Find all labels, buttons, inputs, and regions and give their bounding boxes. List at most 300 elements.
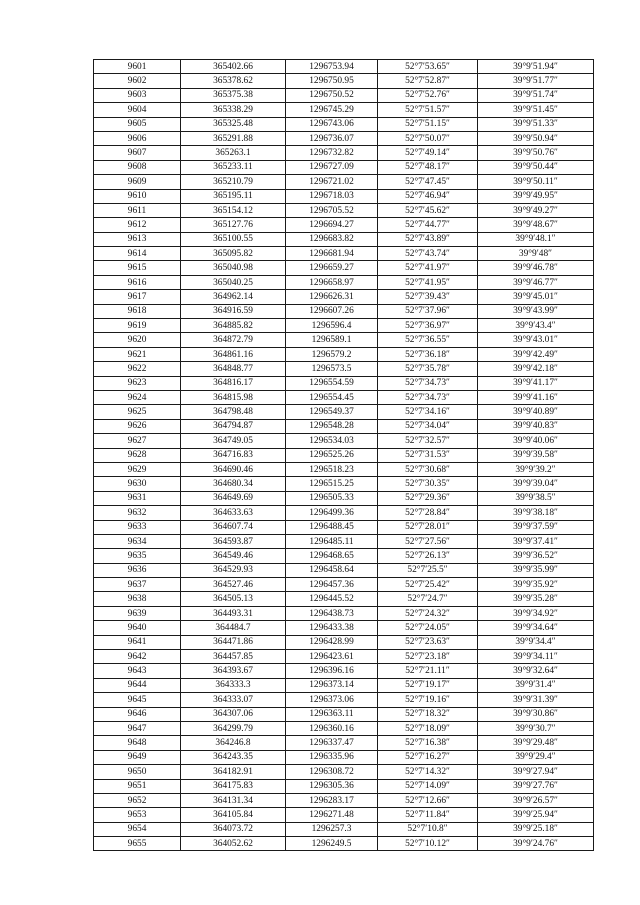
table-row	[94, 506, 594, 520]
point-number-cell: 9615	[94, 261, 181, 275]
y-coordinate-cell: 1296683.82	[286, 232, 378, 246]
latitude-cell: 52°7′14.09″	[378, 779, 478, 793]
x-coordinate-cell: 364052.62	[181, 837, 286, 851]
point-number-cell: 9641	[94, 635, 181, 649]
x-coordinate-cell: 364105.84	[181, 808, 286, 822]
longitude-cell: 39°9′43.01″	[478, 333, 594, 347]
point-number-cell: 9647	[94, 721, 181, 735]
table-row	[94, 88, 594, 102]
latitude-cell: 52°7′19.17″	[378, 678, 478, 692]
x-coordinate-cell: 364798.48	[181, 405, 286, 419]
y-coordinate-cell: 1296705.52	[286, 203, 378, 217]
latitude-cell: 52°7′28.01″	[378, 520, 478, 534]
point-number-cell: 9654	[94, 822, 181, 836]
table-row	[94, 117, 594, 131]
latitude-cell: 52°7′18.09″	[378, 721, 478, 735]
longitude-cell: 39°9′39.2″	[478, 462, 594, 476]
x-coordinate-cell: 364073.72	[181, 822, 286, 836]
table-row	[94, 578, 594, 592]
x-coordinate-cell: 364716.83	[181, 448, 286, 462]
y-coordinate-cell: 1296718.03	[286, 189, 378, 203]
table-row	[94, 160, 594, 174]
x-coordinate-cell: 365375.38	[181, 88, 286, 102]
x-coordinate-cell: 365154.12	[181, 203, 286, 217]
point-number-cell: 9630	[94, 477, 181, 491]
y-coordinate-cell: 1296626.31	[286, 290, 378, 304]
point-number-cell: 9611	[94, 203, 181, 217]
table-row	[94, 448, 594, 462]
y-coordinate-cell: 1296694.27	[286, 218, 378, 232]
latitude-cell: 52°7′23.18″	[378, 650, 478, 664]
y-coordinate-cell: 1296488.45	[286, 520, 378, 534]
latitude-cell: 52°7′27.56″	[378, 534, 478, 548]
longitude-cell: 39°9′45.01″	[478, 290, 594, 304]
y-coordinate-cell: 1296271.48	[286, 808, 378, 822]
longitude-cell: 39°9′40.83″	[478, 419, 594, 433]
y-coordinate-cell: 1296554.59	[286, 376, 378, 390]
x-coordinate-cell: 364872.79	[181, 333, 286, 347]
x-coordinate-cell: 364457.85	[181, 650, 286, 664]
longitude-cell: 39°9′35.99″	[478, 563, 594, 577]
point-number-cell: 9621	[94, 347, 181, 361]
y-coordinate-cell: 1296753.94	[286, 60, 378, 74]
latitude-cell: 52°7′29.36″	[378, 491, 478, 505]
point-number-cell: 9649	[94, 750, 181, 764]
longitude-cell: 39°9′37.41″	[478, 534, 594, 548]
x-coordinate-cell: 365378.62	[181, 74, 286, 88]
point-number-cell: 9644	[94, 678, 181, 692]
table-row	[94, 563, 594, 577]
x-coordinate-cell: 364529.93	[181, 563, 286, 577]
y-coordinate-cell: 1296485.11	[286, 534, 378, 548]
table-row	[94, 534, 594, 548]
longitude-cell: 39°9′37.59″	[478, 520, 594, 534]
y-coordinate-cell: 1296428.99	[286, 635, 378, 649]
latitude-cell: 52°7′52.76″	[378, 88, 478, 102]
x-coordinate-cell: 365263.1	[181, 146, 286, 160]
x-coordinate-cell: 364816.17	[181, 376, 286, 390]
y-coordinate-cell: 1296363.11	[286, 707, 378, 721]
x-coordinate-cell: 364131.34	[181, 793, 286, 807]
point-number-cell: 9645	[94, 693, 181, 707]
y-coordinate-cell: 1296457.36	[286, 578, 378, 592]
point-number-cell: 9635	[94, 549, 181, 563]
point-number-cell: 9639	[94, 606, 181, 620]
table-row	[94, 261, 594, 275]
latitude-cell: 52°7′34.04″	[378, 419, 478, 433]
longitude-cell: 39°9′31.39″	[478, 693, 594, 707]
latitude-cell: 52°7′43.74″	[378, 247, 478, 261]
latitude-cell: 52°7′30.35″	[378, 477, 478, 491]
longitude-cell: 39°9′34.64″	[478, 621, 594, 635]
table-row	[94, 319, 594, 333]
point-number-cell: 9606	[94, 131, 181, 145]
table-row	[94, 779, 594, 793]
point-number-cell: 9633	[94, 520, 181, 534]
point-number-cell: 9607	[94, 146, 181, 160]
table-row	[94, 218, 594, 232]
x-coordinate-cell: 364471.86	[181, 635, 286, 649]
longitude-cell: 39°9′50.44″	[478, 160, 594, 174]
longitude-cell: 39°9′27.94″	[478, 765, 594, 779]
latitude-cell: 52°7′49.14″	[378, 146, 478, 160]
latitude-cell: 52°7′36.97″	[378, 319, 478, 333]
x-coordinate-cell: 365127.76	[181, 218, 286, 232]
point-number-cell: 9640	[94, 621, 181, 635]
x-coordinate-cell: 364649.69	[181, 491, 286, 505]
longitude-cell: 39°9′39.04″	[478, 477, 594, 491]
table-row	[94, 678, 594, 692]
x-coordinate-cell: 364607.74	[181, 520, 286, 534]
table-row	[94, 362, 594, 376]
y-coordinate-cell: 1296305.36	[286, 779, 378, 793]
latitude-cell: 52°7′16.27″	[378, 750, 478, 764]
longitude-cell: 39°9′35.28″	[478, 592, 594, 606]
point-number-cell: 9626	[94, 419, 181, 433]
y-coordinate-cell: 1296745.29	[286, 103, 378, 117]
table-row	[94, 290, 594, 304]
table-row	[94, 103, 594, 117]
y-coordinate-cell: 1296573.5	[286, 362, 378, 376]
table-row	[94, 750, 594, 764]
latitude-cell: 52°7′21.11″	[378, 664, 478, 678]
longitude-cell: 39°9′48″	[478, 247, 594, 261]
x-coordinate-cell: 365338.29	[181, 103, 286, 117]
y-coordinate-cell: 1296505.33	[286, 491, 378, 505]
longitude-cell: 39°9′35.92″	[478, 578, 594, 592]
latitude-cell: 52°7′26.13″	[378, 549, 478, 563]
point-number-cell: 9602	[94, 74, 181, 88]
latitude-cell: 52°7′36.55″	[378, 333, 478, 347]
x-coordinate-cell: 364549.46	[181, 549, 286, 563]
table-row	[94, 808, 594, 822]
table-row	[94, 491, 594, 505]
y-coordinate-cell: 1296549.37	[286, 405, 378, 419]
point-number-cell: 9631	[94, 491, 181, 505]
longitude-cell: 39°9′51.33″	[478, 117, 594, 131]
latitude-cell: 52°7′23.63″	[378, 635, 478, 649]
y-coordinate-cell: 1296308.72	[286, 765, 378, 779]
point-number-cell: 9634	[94, 534, 181, 548]
x-coordinate-cell: 364962.14	[181, 290, 286, 304]
longitude-cell: 39°9′38.5″	[478, 491, 594, 505]
latitude-cell: 52°7′50.07″	[378, 131, 478, 145]
y-coordinate-cell: 1296743.06	[286, 117, 378, 131]
latitude-cell: 52°7′31.53″	[378, 448, 478, 462]
table-row	[94, 275, 594, 289]
x-coordinate-cell: 365291.88	[181, 131, 286, 145]
table-row	[94, 146, 594, 160]
longitude-cell: 39°9′46.78″	[478, 261, 594, 275]
latitude-cell: 52°7′41.97″	[378, 261, 478, 275]
y-coordinate-cell: 1296445.52	[286, 592, 378, 606]
x-coordinate-cell: 364333.07	[181, 693, 286, 707]
y-coordinate-cell: 1296534.03	[286, 434, 378, 448]
table-row	[94, 621, 594, 635]
x-coordinate-cell: 365040.98	[181, 261, 286, 275]
y-coordinate-cell: 1296468.65	[286, 549, 378, 563]
x-coordinate-cell: 364393.67	[181, 664, 286, 678]
point-number-cell: 9655	[94, 837, 181, 851]
point-number-cell: 9603	[94, 88, 181, 102]
x-coordinate-cell: 364333.3	[181, 678, 286, 692]
longitude-cell: 39°9′34.92″	[478, 606, 594, 620]
table-row	[94, 650, 594, 664]
latitude-cell: 52°7′30.68″	[378, 462, 478, 476]
x-coordinate-cell: 364848.77	[181, 362, 286, 376]
table-row	[94, 175, 594, 189]
x-coordinate-cell: 364861.16	[181, 347, 286, 361]
y-coordinate-cell: 1296257.3	[286, 822, 378, 836]
table-row	[94, 74, 594, 88]
table-row	[94, 693, 594, 707]
table-row	[94, 822, 594, 836]
y-coordinate-cell: 1296335.96	[286, 750, 378, 764]
point-number-cell: 9610	[94, 189, 181, 203]
x-coordinate-cell: 364493.31	[181, 606, 286, 620]
table-row	[94, 304, 594, 318]
point-number-cell: 9613	[94, 232, 181, 246]
latitude-cell: 52°7′19.16″	[378, 693, 478, 707]
longitude-cell: 39°9′50.94″	[478, 131, 594, 145]
longitude-cell: 39°9′34.11″	[478, 650, 594, 664]
y-coordinate-cell: 1296659.27	[286, 261, 378, 275]
y-coordinate-cell: 1296458.64	[286, 563, 378, 577]
x-coordinate-cell: 364182.91	[181, 765, 286, 779]
y-coordinate-cell: 1296727.09	[286, 160, 378, 174]
point-number-cell: 9648	[94, 736, 181, 750]
y-coordinate-cell: 1296554.45	[286, 390, 378, 404]
point-number-cell: 9622	[94, 362, 181, 376]
longitude-cell: 39°9′34.4″	[478, 635, 594, 649]
y-coordinate-cell: 1296518.23	[286, 462, 378, 476]
longitude-cell: 39°9′51.77″	[478, 74, 594, 88]
y-coordinate-cell: 1296525.26	[286, 448, 378, 462]
x-coordinate-cell: 364794.87	[181, 419, 286, 433]
latitude-cell: 52°7′45.62″	[378, 203, 478, 217]
latitude-cell: 52°7′39.43″	[378, 290, 478, 304]
y-coordinate-cell: 1296360.16	[286, 721, 378, 735]
point-number-cell: 9614	[94, 247, 181, 261]
table-row	[94, 606, 594, 620]
table-row	[94, 60, 594, 74]
point-number-cell: 9604	[94, 103, 181, 117]
point-number-cell: 9623	[94, 376, 181, 390]
table-row	[94, 434, 594, 448]
point-number-cell: 9627	[94, 434, 181, 448]
latitude-cell: 52°7′34.16″	[378, 405, 478, 419]
point-number-cell: 9636	[94, 563, 181, 577]
longitude-cell: 39°9′39.58″	[478, 448, 594, 462]
y-coordinate-cell: 1296579.2	[286, 347, 378, 361]
x-coordinate-cell: 364885.82	[181, 319, 286, 333]
latitude-cell: 52°7′34.73″	[378, 376, 478, 390]
latitude-cell: 52°7′24.05″	[378, 621, 478, 635]
longitude-cell: 39°9′43.99″	[478, 304, 594, 318]
latitude-cell: 52°7′51.15″	[378, 117, 478, 131]
longitude-cell: 39°9′51.74″	[478, 88, 594, 102]
y-coordinate-cell: 1296658.97	[286, 275, 378, 289]
x-coordinate-cell: 364299.79	[181, 721, 286, 735]
longitude-cell: 39°9′24.76″	[478, 837, 594, 851]
table-row	[94, 376, 594, 390]
point-number-cell: 9637	[94, 578, 181, 592]
y-coordinate-cell: 1296750.52	[286, 88, 378, 102]
longitude-cell: 39°9′41.17″	[478, 376, 594, 390]
table-row	[94, 592, 594, 606]
latitude-cell: 52°7′48.17″	[378, 160, 478, 174]
x-coordinate-cell: 365233.11	[181, 160, 286, 174]
y-coordinate-cell: 1296438.73	[286, 606, 378, 620]
longitude-cell: 39°9′49.27″	[478, 203, 594, 217]
y-coordinate-cell: 1296721.02	[286, 175, 378, 189]
latitude-cell: 52°7′44.77″	[378, 218, 478, 232]
longitude-cell: 39°9′46.77″	[478, 275, 594, 289]
longitude-cell: 39°9′29.4″	[478, 750, 594, 764]
longitude-cell: 39°9′31.4″	[478, 678, 594, 692]
latitude-cell: 52°7′25.5″	[378, 563, 478, 577]
x-coordinate-cell: 364527.46	[181, 578, 286, 592]
longitude-cell: 39°9′40.89″	[478, 405, 594, 419]
latitude-cell: 52°7′24.32″	[378, 606, 478, 620]
longitude-cell: 39°9′25.94″	[478, 808, 594, 822]
longitude-cell: 39°9′42.18″	[478, 362, 594, 376]
latitude-cell: 52°7′36.18″	[378, 347, 478, 361]
table-row	[94, 793, 594, 807]
latitude-cell: 52°7′25.42″	[378, 578, 478, 592]
x-coordinate-cell: 364815.98	[181, 390, 286, 404]
y-coordinate-cell: 1296283.17	[286, 793, 378, 807]
longitude-cell: 39°9′49.95″	[478, 189, 594, 203]
y-coordinate-cell: 1296499.36	[286, 506, 378, 520]
longitude-cell: 39°9′30.7″	[478, 721, 594, 735]
y-coordinate-cell: 1296515.25	[286, 477, 378, 491]
latitude-cell: 52°7′52.87″	[378, 74, 478, 88]
x-coordinate-cell: 365095.82	[181, 247, 286, 261]
table-row	[94, 247, 594, 261]
longitude-cell: 39°9′43.4″	[478, 319, 594, 333]
longitude-cell: 39°9′25.18″	[478, 822, 594, 836]
point-number-cell: 9629	[94, 462, 181, 476]
x-coordinate-cell: 365040.25	[181, 275, 286, 289]
latitude-cell: 52°7′32.57″	[378, 434, 478, 448]
y-coordinate-cell: 1296433.38	[286, 621, 378, 635]
table-row	[94, 664, 594, 678]
y-coordinate-cell: 1296732.82	[286, 146, 378, 160]
x-coordinate-cell: 364307.06	[181, 707, 286, 721]
point-number-cell: 9624	[94, 390, 181, 404]
point-number-cell: 9620	[94, 333, 181, 347]
point-number-cell: 9638	[94, 592, 181, 606]
latitude-cell: 52°7′51.57″	[378, 103, 478, 117]
coordinates-table-body	[94, 60, 594, 851]
point-number-cell: 9608	[94, 160, 181, 174]
x-coordinate-cell: 364243.35	[181, 750, 286, 764]
point-number-cell: 9652	[94, 793, 181, 807]
y-coordinate-cell: 1296596.4	[286, 319, 378, 333]
longitude-cell: 39°9′48.67″	[478, 218, 594, 232]
point-number-cell: 9632	[94, 506, 181, 520]
y-coordinate-cell: 1296681.94	[286, 247, 378, 261]
latitude-cell: 52°7′18.32″	[378, 707, 478, 721]
table-row	[94, 333, 594, 347]
point-number-cell: 9619	[94, 319, 181, 333]
y-coordinate-cell: 1296337.47	[286, 736, 378, 750]
x-coordinate-cell: 364246.8	[181, 736, 286, 750]
x-coordinate-cell: 364593.87	[181, 534, 286, 548]
latitude-cell: 52°7′41.95″	[378, 275, 478, 289]
y-coordinate-cell: 1296750.95	[286, 74, 378, 88]
coordinates-table	[93, 59, 594, 851]
table-row	[94, 131, 594, 145]
x-coordinate-cell: 364484.7	[181, 621, 286, 635]
latitude-cell: 52°7′10.8″	[378, 822, 478, 836]
longitude-cell: 39°9′26.57″	[478, 793, 594, 807]
x-coordinate-cell: 365325.48	[181, 117, 286, 131]
latitude-cell: 52°7′14.32″	[378, 765, 478, 779]
y-coordinate-cell: 1296249.5	[286, 837, 378, 851]
latitude-cell: 52°7′24.7″	[378, 592, 478, 606]
x-coordinate-cell: 364690.46	[181, 462, 286, 476]
x-coordinate-cell: 365210.79	[181, 175, 286, 189]
x-coordinate-cell: 364916.59	[181, 304, 286, 318]
table-row	[94, 549, 594, 563]
latitude-cell: 52°7′12.66″	[378, 793, 478, 807]
table-row	[94, 707, 594, 721]
point-number-cell: 9642	[94, 650, 181, 664]
latitude-cell: 52°7′53.65″	[378, 60, 478, 74]
x-coordinate-cell: 365100.55	[181, 232, 286, 246]
table-row	[94, 203, 594, 217]
x-coordinate-cell: 365195.11	[181, 189, 286, 203]
table-row	[94, 405, 594, 419]
longitude-cell: 39°9′41.16″	[478, 390, 594, 404]
latitude-cell: 52°7′35.78″	[378, 362, 478, 376]
x-coordinate-cell: 364505.13	[181, 592, 286, 606]
point-number-cell: 9601	[94, 60, 181, 74]
x-coordinate-cell: 364633.63	[181, 506, 286, 520]
point-number-cell: 9651	[94, 779, 181, 793]
longitude-cell: 39°9′50.11″	[478, 175, 594, 189]
point-number-cell: 9625	[94, 405, 181, 419]
point-number-cell: 9653	[94, 808, 181, 822]
y-coordinate-cell: 1296373.06	[286, 693, 378, 707]
longitude-cell: 39°9′30.86″	[478, 707, 594, 721]
latitude-cell: 52°7′34.73″	[378, 390, 478, 404]
x-coordinate-cell: 365402.66	[181, 60, 286, 74]
longitude-cell: 39°9′48.1″	[478, 232, 594, 246]
x-coordinate-cell: 364749.05	[181, 434, 286, 448]
table-row	[94, 232, 594, 246]
longitude-cell: 39°9′36.52″	[478, 549, 594, 563]
y-coordinate-cell: 1296589.1	[286, 333, 378, 347]
point-number-cell: 9646	[94, 707, 181, 721]
point-number-cell: 9605	[94, 117, 181, 131]
latitude-cell: 52°7′46.94″	[378, 189, 478, 203]
longitude-cell: 39°9′38.18″	[478, 506, 594, 520]
longitude-cell: 39°9′32.64″	[478, 664, 594, 678]
longitude-cell: 39°9′29.48″	[478, 736, 594, 750]
latitude-cell: 52°7′11.84″	[378, 808, 478, 822]
longitude-cell: 39°9′50.76″	[478, 146, 594, 160]
point-number-cell: 9617	[94, 290, 181, 304]
table-row	[94, 347, 594, 361]
longitude-cell: 39°9′51.45″	[478, 103, 594, 117]
latitude-cell: 52°7′28.84″	[378, 506, 478, 520]
point-number-cell: 9650	[94, 765, 181, 779]
table-row	[94, 635, 594, 649]
table-row	[94, 837, 594, 851]
